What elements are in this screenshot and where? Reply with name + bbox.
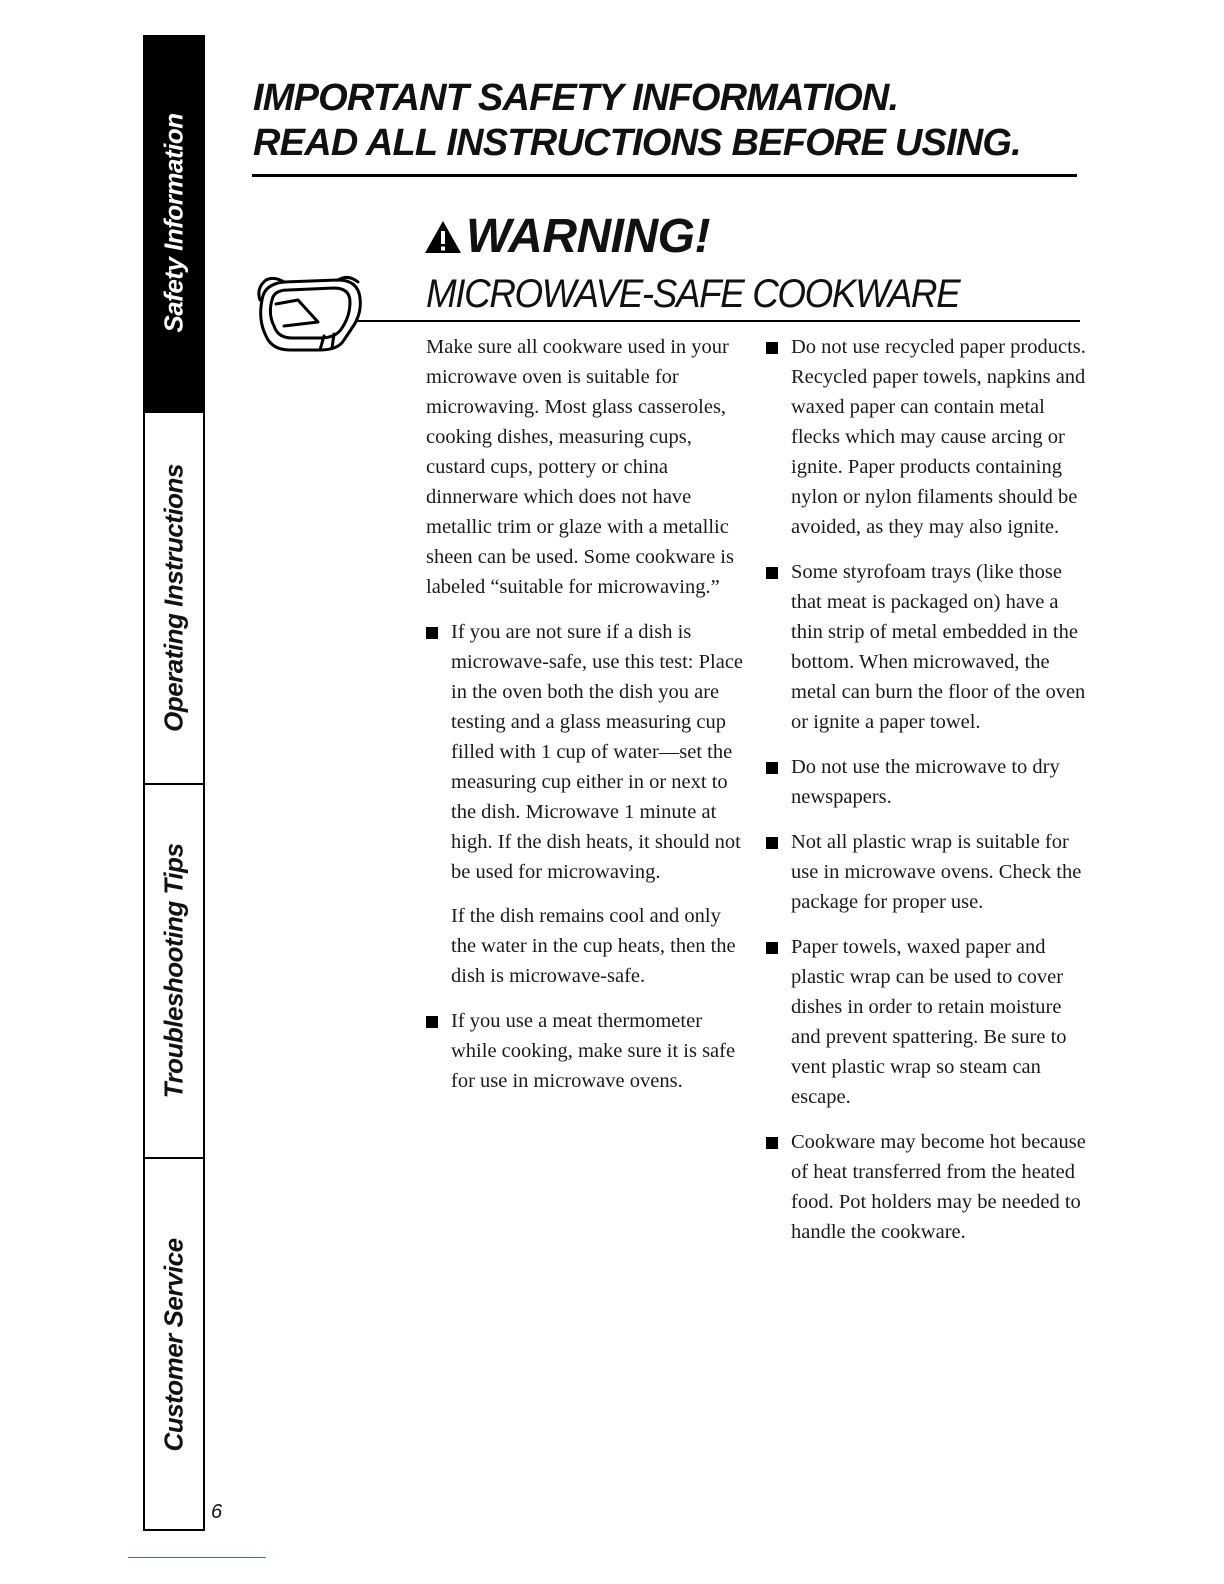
list-item [426,1006,744,1096]
tab-safety-information[interactable] [145,35,203,411]
page-number: 6 [211,1501,223,1523]
left-column [426,332,744,1096]
bullet-square-icon [766,762,778,774]
page-title [253,76,1073,166]
list-item [766,332,1086,542]
title-line-2: READ ALL INSTRUCTIONS BEFORE USING. [253,122,1021,164]
bullet-square-icon [766,342,778,354]
list-item [766,1127,1086,1247]
bullet-square-icon [766,1137,778,1149]
title-line-1: IMPORTANT SAFETY INFORMATION. [253,77,899,119]
warning-triangle-icon [423,219,463,255]
section-title: MICROWAVE-SAFE COOKWARE [426,272,960,316]
bullet-text: Some styrofoam trays (like those that meat is packaged on) have a thin strip of metal embedded in the bottom. When microwaved, the metal can burn the floor of the oven or ignite a paper towel. [791,561,1086,733]
bullet-text: If you use a meat thermometer while cooking, make sure it is safe for use in microwave ovens. [451,1010,736,1092]
footer-divider [128,1557,266,1558]
tab-label: Safety Information [158,113,189,333]
cookware-dish-icon [254,270,366,356]
tab-customer-service[interactable] [145,1157,203,1531]
bullet-square-icon [766,942,778,954]
section-divider [355,320,1080,322]
bullet-text: Do not use recycled paper products. Recycled paper towels, napkins and waxed paper can contain metal flecks which may cause arcing or ignite. Paper products containing nylon or nylon filaments should be avoided, as they may also ignite. [791,336,1086,538]
bullet-text: If you are not sure if a dish is microwave-safe, use this test: Place in the oven both the dish you are testing and a glass measuring cup filled with 1 cup of water—set the measuring cup either in or next to the dish. Microwave 1 minute at high. If the dish heats, it should not be used for microwaving. [451,621,744,883]
tab-operating-instructions[interactable] [145,411,203,783]
warning-heading [423,212,710,262]
bullet-text: Do not use the microwave to dry newspapers. [791,756,1060,808]
list-item [426,617,744,991]
bullet-square-icon [426,627,438,639]
bullet-text: Paper towels, waxed paper and plastic wrap can be used to cover dishes in order to retain moisture and prevent spattering. Be sure to vent plastic wrap so steam can escape. [791,936,1067,1108]
tab-troubleshooting-tips[interactable] [145,783,203,1157]
warning-title: WARNING! [466,210,710,263]
list-item [766,827,1086,917]
side-tabs [143,35,205,1531]
bullet-square-icon [766,567,778,579]
list-item [766,557,1086,737]
tab-label: Operating Instructions [158,464,189,732]
bullet-subparagraph: If the dish remains cool and only the water in the cup heats, then the dish is microwave-safe. [451,905,736,987]
list-item [766,932,1086,1112]
bullet-square-icon [426,1016,438,1028]
tab-label: Customer Service [158,1238,189,1452]
tab-label: Troubleshooting Tips [158,843,189,1099]
bullet-square-icon [766,837,778,849]
right-column [766,332,1086,1247]
header-divider [252,174,1077,177]
bullet-text: Not all plastic wrap is suitable for use in microwave ovens. Check the package for proper use. [791,831,1082,913]
intro-paragraph: Make sure all cookware used in your microwave oven is suitable for microwaving. Most glass casseroles, cooking dishes, measuring cups, custard cups, pottery or china dinnerware which does not have metallic trim or glaze with a metallic sheen can be used. Some cookware is labeled “suitable for microwaving.” [426,336,734,598]
list-item [766,752,1086,812]
bullet-text: Cookware may become hot because of heat transferred from the heated food. Pot holders may be needed to handle the cookware. [791,1131,1086,1243]
